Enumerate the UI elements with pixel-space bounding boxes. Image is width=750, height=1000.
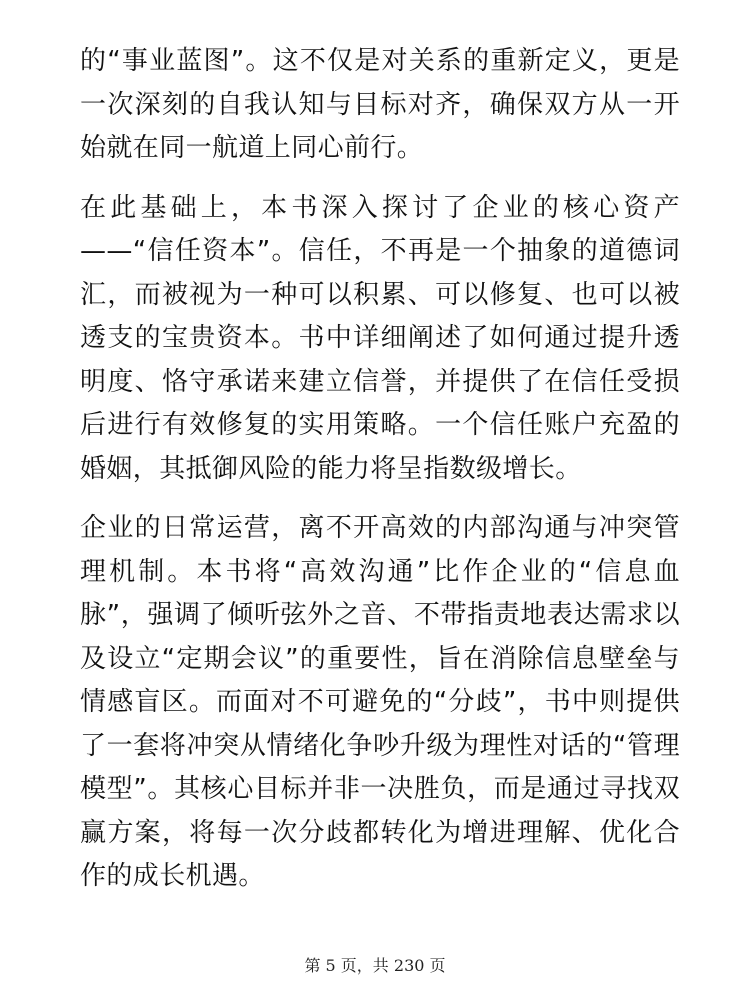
page-number-footer: 第 5 页，共 230 页 bbox=[304, 956, 446, 975]
paragraph-3: 企业的日常运营，离不开高效的内部沟通与冲突管理机制。本书将“高效沟通”比作企业的“信息血脉”，强调了倾听弦外之音、不带指责地表达需求以及设立“定期会议”的重要性，旨在消除信息壁垒与情感盲区。而面对不可避免的“分歧”，书中则提供了一套将冲突从情绪化争吵升级为理性对话的“管理模型”。其核心目标并非一决胜负，而是通过寻找双赢方案，将每一次分歧都转化为增进理解、优化合作的成长机遇。 bbox=[80, 513, 680, 891]
paragraph-2: 在此基础上，本书深入探讨了企业的核心资产——“信任资本”。信任，不再是一个抽象的道德词汇，而被视为一种可以积累、可以修复、也可以被透支的宝贵资本。书中详细阐述了如何通过提升透明度、恪守承诺来建立信誉，并提供了在信任受损后进行有效修复的实用策略。一个信任账户充盈的婚姻，其抵御风险的能力将呈指数级增长。 bbox=[80, 192, 680, 484]
body-text bbox=[80, 40, 680, 915]
paragraph-1: 的“事业蓝图”。这不仅是对关系的重新定义，更是一次深刻的自我认知与目标对齐，确保双方从一开始就在同一航道上同心前行。 bbox=[80, 46, 680, 163]
